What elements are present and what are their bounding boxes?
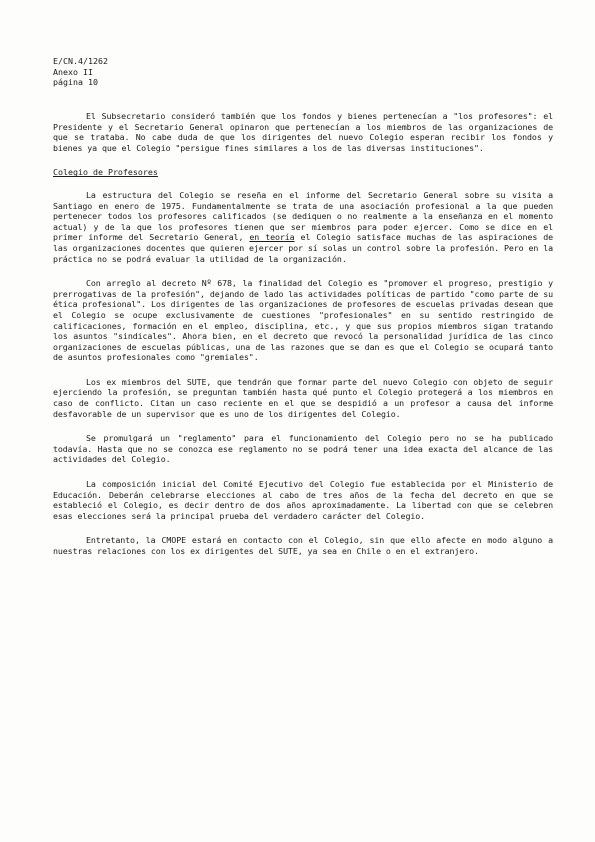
- paragraph-funds-and-assets: El Subsecretario consideró también que los fondos y bienes pertenecían a "los profesores": el Presidente y el Secretario General opinaron que pertenecían a los miembros de las organizaciones de que se trataba. No cabe duda de que los dirigentes del nuevo Colegio esperan recibir los fondos y bienes ya que el Colegio "persigue fines similares a los de las diversas instituciones".: [53, 111, 553, 153]
- paragraph-text: el Colegio satisface muchas de las aspiraciones de las organizaciones docentes que quieren ejercer por sí solas un control sobre la profesión. Pero en la práctica no se podrá evaluar la utilidad de la organización.: [53, 232, 553, 264]
- underlined-emphasis: en teoría: [249, 232, 295, 243]
- paragraph-regulation: Se promulgará un "reglamento" para el funcionamiento del Colegio pero no se ha publicado todavía. Hasta que no se conozca ese reglamento no se podrá tener una idea exacta del alcance de las actividades del Colegio.: [53, 433, 553, 465]
- paragraph-text: La estructura del Colegio se reseña en el informe del Secretario General sobre su visita a Santiago en enero de 1975. Fundamentalmente se trata de una asociación profesional a la que pueden pertenecer todos los profesores calificados (se dediquen o no realmente a la enseñanza en el momento actual) y de la que los profesores tienen que ser miembros para poder ejercer. Como se dice en el primer informe del Secretario General,: [53, 189, 553, 243]
- paragraph-college-structure: [53, 190, 553, 264]
- section-heading: Colegio de Profesores: [53, 167, 158, 178]
- document-body: [53, 111, 553, 571]
- document-symbol: E/CN.4/1262: [53, 56, 108, 66]
- paragraph-decree-purpose: Con arreglo al decreto Nº 678, la finalidad del Colegio es "promover el progreso, prestigio y prerrogativas de la profesión", dejando de lado las actividades políticas de partido "como parte de su ética profesional". Los dirigentes de las organizaciones de profesores de escuelas privadas desean que el Colegio se ocupe exclusivamente de cuestiones "profesionales" en su sentido restringido de calificaciones, formación en el empleo, disciplina, etc., y que sus propios miembros sigan tratando los asuntos "sindicales". Ahora bien, en el decreto que revocó la personalidad jurídica de las cinco organizaciones de escuelas públicas, una de las razones que se dan es que el Colegio se ocupará tanto de asuntos profesionales como "gremiales".: [53, 278, 553, 363]
- paragraph-executive-committee: La composición inicial del Comité Ejecutivo del Colegio fue establecida por el Ministerio de Educación. Deberán celebrarse elecciones al cabo de tres años de la fecha del decreto en que se estableció el Colegio, es decir dentro de dos años aproximadamente. La libertad con que se celebren esas elecciones será la principal prueba del verdadero carácter del Colegio.: [53, 479, 553, 521]
- paragraph-sute-members: Los ex miembros del SUTE, que tendrán que formar parte del nuevo Colegio con objeto de seguir ejerciendo la profesión, se preguntan también hasta qué punto el Colegio protegerá a los miembros en caso de conflicto. Citan un caso reciente en el que se despidió a un profesor a causa del informe desfavorable de un supervisor que es uno de los dirigentes del Colegio.: [53, 376, 553, 419]
- page-number: página 10: [53, 77, 98, 88]
- document-reference-block: [53, 56, 108, 88]
- annex-label: Anexo II: [53, 66, 93, 77]
- paragraph-cmope-contact: Entretanto, la CMOPE estará en contacto con el Colegio, sin que ello afecte en modo alguno a nuestras relaciones con los ex dirigentes del SUTE, ya sea en Chile o en el extranjero.: [53, 535, 553, 556]
